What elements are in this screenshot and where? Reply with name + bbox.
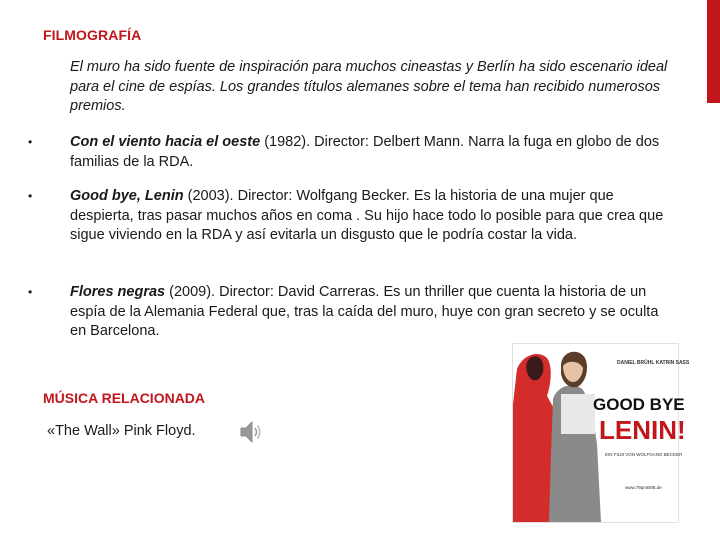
- song-text: «The Wall» Pink Floyd.: [47, 423, 196, 439]
- poster-url: www.79qmB0B.de: [625, 485, 662, 490]
- poster-title-line1: GOOD BYE: [593, 395, 685, 414]
- speaker-icon[interactable]: [238, 418, 266, 446]
- accent-bar: [707, 0, 720, 103]
- movie-poster-image: [512, 343, 690, 523]
- poster-actors: DANIEL BRÜHL KATRIN SASS: [617, 360, 690, 366]
- poster-title-line2: LENIN!: [599, 415, 686, 445]
- film-title: Con el viento hacia el oeste: [70, 134, 261, 150]
- film-text: [70, 283, 670, 342]
- bullet: •: [28, 189, 33, 203]
- film-details: (2003). Director: Wolfgang Becker. Es la historia de una mujer que despierta, tras pasar muchos años en coma . Su hijo hace todo lo posible para que crea que sigue viviendo en la RDA y así evitarla un disgusto que le podría costar la vida.: [70, 188, 664, 243]
- film-text: [70, 133, 670, 172]
- poster-credit: EIN FILM VON WOLFGANG BECKER: [605, 452, 683, 457]
- film-title: Good bye, Lenin: [70, 188, 184, 204]
- film-title: Flores negras: [70, 284, 166, 300]
- film-details: (1982). Director: Delbert Mann. Narra la fuga en globo de dos familias de la RDA.: [70, 134, 660, 170]
- film-details: (2009). Director: David Carreras. Es un thriller que cuenta la historia de un espía de la Alemania Federal que, tras la caída del muro, huye con gran secreto y se oculta en Barcelona.: [70, 284, 659, 339]
- bullet: •: [28, 285, 33, 299]
- bullet: •: [28, 135, 33, 149]
- film-text: [70, 187, 670, 246]
- intro-paragraph: El muro ha sido fuente de inspiración para muchos cineastas y Berlín ha sido escenario ideal para el cine de espías. Los grandes títulos alemanes sobre el tema han recibido numerosos premios.: [70, 59, 668, 114]
- section-title-filmografia: FILMOGRAFÍA: [43, 27, 142, 43]
- section-title-musica: MÚSICA RELACIONADA: [43, 390, 206, 406]
